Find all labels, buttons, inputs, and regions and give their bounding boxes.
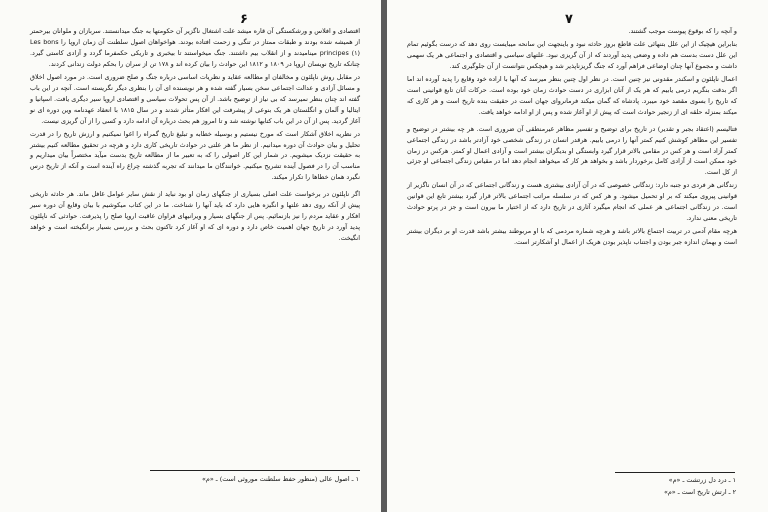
paragraph: بنابراین هیچیک از این علل بتنهائی علت قاطع بروز حادثه نبود و باینجهت این سانحه میبایست روی دهد که درست بگوئیم تمام این علل دست بدست هم داده و وضعی پدید آوردند که از آن گریزی نبود. علتهای سیاسی و اقتصادی و اجتماعی هر یک سهمی داشت و مجموع آنها چنان اوضاعی فراهم آورد که جنگ گریزناپذیر شد و هیچکس نتوانست از آن جلوگیری کند. xyxy=(407,39,737,70)
footnote: ۱ ـ درد دل زرتشت ـ «م» xyxy=(668,476,736,484)
paragraph: زندگانی هر فردی دو جنبه دارد: زندگانی خصوصی که در آن آزادی بیشتری هست و زندگانی اجتماعی که در آن انسان ناگزیر از قوانینی پیروی میکند که بر او تحمیل میشود. و هر کس که در سلسله مراتب اجتماعی بالاتر قرار گیرد بیشتر تابع این قوانین است. در زندگانی اجتماعی هر عملی که انجام میگیرد آثاری در تاریخ دارد که از اختیار ما بیرون است و جز در پرتو حوادث تاریخی معنی ندارد. xyxy=(407,181,737,223)
page-number: ۶ xyxy=(240,12,248,27)
right-page xyxy=(387,0,768,512)
paragraph: در مقابل روش ناپلئون و مخالفان او مطالعه عقاید و نظریات اساسی درباره جنگ و صلح ضروری است. در مورد اصول اخلاق و مسائل آزادی و عدالت اجتماعی سخن بسیار گفته شده و هر نویسنده ای آن را بنظری دیگر نگریسته است. آنچه در این باب گفته اند چنان بنظر نمیرسد که بی نیاز از توضیح باشد. از آن پس تحولات سیاسی و اقتصادی اروپا سیر دیگری یافت. اسپانیا و ایتالیا و آلمان و انگلستان هر یک بنوعی از پیشرفت این افکار متأثر شدند و در سال ۱۸۱۵ با انعقاد عهدنامه وین دوره ای نو آغاز گردید. پس از آن در این باب کتابها نوشته شد و تا امروز هم بحث درباره آن ادامه دارد و کسی را از آن گریزی نیست. xyxy=(30,72,360,125)
left-page xyxy=(0,0,381,512)
page-body-text xyxy=(407,26,737,486)
paragraph: در نظریه اخلاق آشکار است که مورخ نیستیم و بوسیله خطابه و تبلیغ تاریخ گمراه را اغوا نمیکنیم و ارزش تاریخ را در قدرت تحلیل و بیان حوادث آن دوره میدانیم. از نظر ما هر علتی در حوادث تاریخی کاری دارد و هرچه در تحقیق مطالعه کنیم بیشتر به حقیقت نزدیک میشویم. در شمار این کار اصولی را که به تعبیر ما از مطالعه تاریخ بدست میآید مختصراً بیان میداریم و مناسب آن را در فصول آینده تشریح میکنیم. خوانندگان ما میدانند که تجربه گذشته چراغ راه آینده است و آنکه از تاریخ درس نگیرد همان خطاها را تکرار میکند. xyxy=(30,129,360,182)
paragraph: اقتصادی و افلاس و ورشکستگی آن قاره میشد علت اشتغال ناگزیر آن حکومتها به جنگ میدانستند. سربازان و ملوانان بیرحمتر از همیشه شده بودند و طبقات ممتاز در تنگی و زحمت افتاده بودند. هواخواهان اصول سلطنت آن زمان اروپا را Les bons principes (۱) مینامیدند و از انقلاب بیم داشتند. جنگ میخواستند تا بیخبری و تاریکی حکمفرما گردد و آزادی کاستی گیرد. چنانکه تاریخ نویسان اروپا در ۱۸۰۹ و ۱۸۱۲ این حوادث را بیان کرده اند و ۱۷۸ تن از سران را بحکم دولت زندانی کردند. xyxy=(30,27,360,68)
paragraph: اگر ناپلئون در برخواست علت اصلی بسیاری از جنگهای زمان او بود نباید از نقش سایر عوامل غافل ماند. هر حادثه تاریخی پیش از آنکه روی دهد علتها و انگیزه هایی دارد که باید آنها را شناخت. ما در این کتاب میکوشیم با بیان وقایع آن دوره سیر افکار و عقاید مردم را نیز بازنمائیم. پس از جنگهای بسیار و ویرانیهای فراوان عاقبت اروپا صلح را پذیرفت. حوادثی که ناپلئون پدید آورد در تاریخ جهان اهمیت خاص دارد و دوره ای که او آغاز کرد تاکنون بحث و بررسی بسیار برانگیخته است و خواهد انگیخت. xyxy=(30,190,360,243)
paragraph: فتالیسم (اعتقاد بجبر و تقدیر) در تاریخ برای توضیح و تفسیر مظاهر غیرمنطقی آن ضروری است. هر چه بیشتر در توضیح و تفسیر این مظاهر کوشش کنیم کمتر آنها را درمی یابیم. هرقدر انسان در زندگی شخصی خود آزادتر باشد در زندگی اجتماعی کمتر آزاد است و هر کس در مقامی بالاتر قرار گیرد وابستگی او بدیگران بیشتر است و آزادی اعمال او کمتر. هرکس در زمان خود ممکن است از آزادی کامل برخوردار باشد و بخواهد هر کار که میخواهد انجام دهد اما در مقیاس زندگی اجتماعی او جزئی از کل است. xyxy=(407,124,737,177)
page-number: ۷ xyxy=(565,12,573,27)
footnote: ۲ ـ ارتش تاریخ است ـ «م» xyxy=(663,488,736,496)
footnote: ۱ ـ اصول عالی (منظور حفظ سلطنت موروثی است) ـ «م» xyxy=(202,475,359,483)
page-body-text xyxy=(30,26,360,474)
footnote-divider xyxy=(615,472,735,473)
paragraph: هرچه مقام آدمی در تربیت اجتماع بالاتر باشد و هرچه شماره مردمی که با او مربوطند بیشتر باشد قدرت او بر دیگران بیشتر است و بهمان اندازه جبر بودن و اجتناب ناپذیر بودن هریک از اعمال او آشکارتر است. xyxy=(407,227,737,247)
footnote-divider xyxy=(150,470,360,471)
paragraph: اعمال ناپلئون و اسکندر مقدونی نیز چنین است. در نظر اول چنین بنظر میرسد که آنها با اراده خود وقایع را پدید آورده اند اما اگر بدقت بنگریم درمی یابیم که هر یک از آنان ابزاری در دست حوادث زمان خود بوده است. حرکات آنان تابع قوانینی است که تاریخ را بسوی مقصد خود میبرد. پادشاه که گمان میکند فرمانروای جهان است در حقیقت بنده تاریخ است و هر کاری که میکند بمنزله حلقه ای از زنجیر حوادث است که پیش از او آغاز شده و پس از او ادامه خواهد یافت. xyxy=(407,74,737,116)
paragraph: و آنچه را که بوقوع پیوست موجب گشتند. xyxy=(628,27,737,35)
